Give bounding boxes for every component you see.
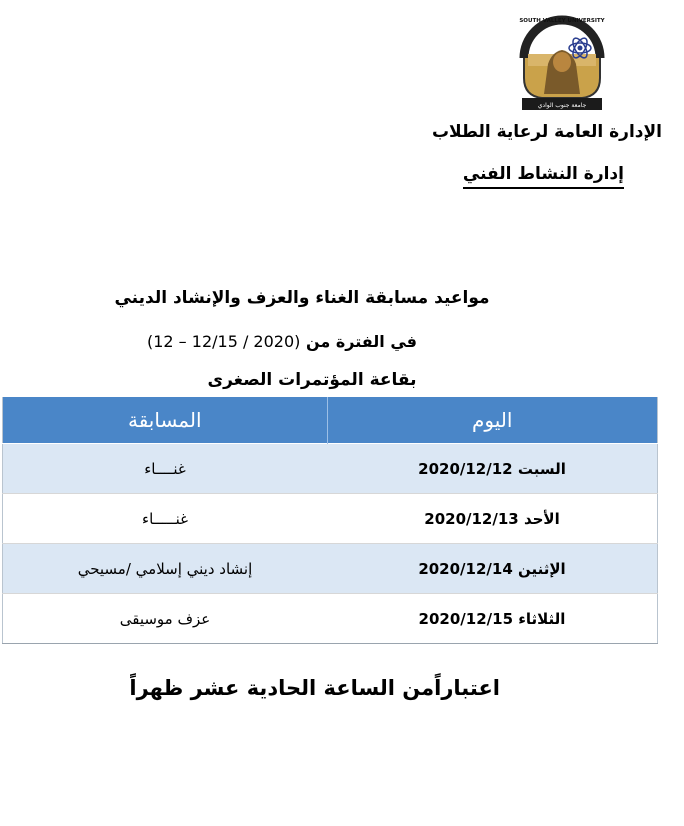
table-row (3, 594, 658, 644)
department-sub: إدارة النشاط الفني (463, 164, 624, 189)
announcement-title: مواعيد مسابقة الغناء والعزف والإنشاد الديني (114, 288, 490, 308)
svg-text:جامعة جنوب الوادي: جامعة جنوب الوادي (537, 102, 587, 109)
row-competition: عزف موسيقى (3, 594, 328, 644)
announcement-period (0, 332, 624, 351)
start-time-note: اعتباراًمن الساعة الحادية عشر ظهراً (129, 676, 500, 700)
row-day: السبت 2020/12/12 (327, 444, 658, 494)
table-row (3, 494, 658, 544)
row-competition: إنشاد ديني إسلامي /مسيحي (3, 544, 328, 594)
table-row (3, 444, 658, 494)
university-logo (518, 14, 606, 112)
schedule-table (2, 397, 658, 644)
announcement-venue: بقاعة المؤتمرات الصغرى (207, 370, 417, 390)
period-range: (12 – 12/15 / 2020) (146, 332, 301, 351)
period-label: في الفترة من (305, 332, 418, 351)
header-day: اليوم (327, 397, 658, 444)
department-main: الإدارة العامة لرعاية الطلاب (431, 122, 662, 142)
row-competition: غنـــــاء (3, 494, 328, 544)
row-day: الإثنين 2020/12/14 (327, 544, 658, 594)
row-day: الثلاثاء 2020/12/15 (327, 594, 658, 644)
table-row (3, 544, 658, 594)
svg-text:SOUTH VALLEY UNIVERSITY: SOUTH VALLEY UNIVERSITY (519, 18, 605, 24)
header-competition: المسابقة (3, 397, 328, 444)
row-competition: غنــــاء (3, 444, 328, 494)
schedule-header-row (3, 397, 658, 444)
row-day: الأحد 2020/12/13 (327, 494, 658, 544)
